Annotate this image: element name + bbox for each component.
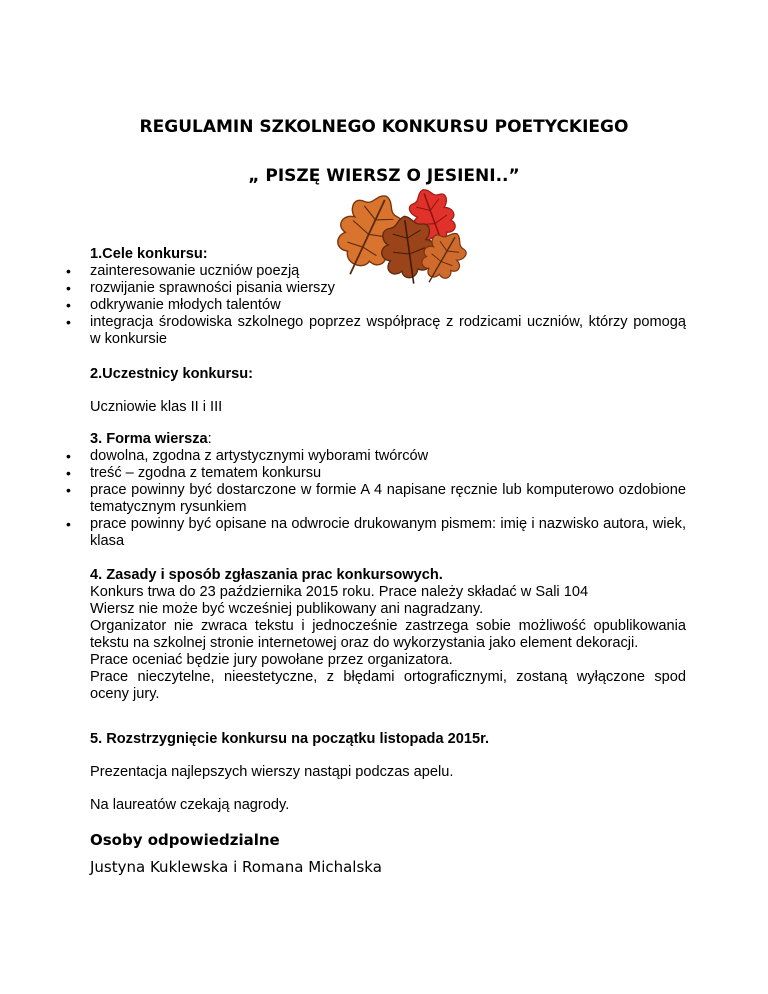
rules-line: Konkurs trwa do 23 października 2015 roku. Prace należy składać w Sali 104 <box>90 584 589 600</box>
results-line: Prezentacja najlepszych wierszy nastąpi podczas apelu. <box>90 764 454 780</box>
responsible-persons-names: Justyna Kuklewska i Romana Michalska <box>90 858 382 876</box>
rules-line: Wiersz nie może być wcześniej publikowany ani nagradzany. <box>90 601 484 617</box>
list-item: • rozwijanie sprawności pisania wierszy <box>90 280 686 297</box>
list-item: • zainteresowanie uczniów poezją <box>90 263 686 280</box>
section-rules <box>90 567 686 703</box>
heading-colon: : <box>207 431 212 447</box>
list-item: • treść – zgodna z tematem konkursu <box>90 465 686 482</box>
section-participants <box>90 366 686 383</box>
list-item: • dowolna, zgodna z artystycznymi wyborami twórców <box>90 448 686 465</box>
section-participants-heading: 2.Uczestnicy konkursu: <box>90 366 254 382</box>
responsible-persons-heading: Osoby odpowiedzialne <box>90 831 280 849</box>
section-results-heading: 5. Rozstrzygnięcie konkursu na początku listopada 2015r. <box>90 731 490 747</box>
participants-text: Uczniowie klas II i III <box>90 399 223 415</box>
section-goals <box>90 246 686 348</box>
section-form-heading: 3. Forma wiersza <box>90 431 208 447</box>
list-item: • prace powinny być opisane na odwrocie drukowanym pismem: imię i nazwisko autora, wiek, klasa <box>90 516 686 550</box>
list-item: • integracja środowiska szkolnego poprzez współpracę z rodzicami uczniów, którzy pomogą w konkursie <box>90 314 686 348</box>
rules-line: Prace nieczytelne, nieestetyczne, z błędami ortograficznymi, zostaną wyłączone spod oceny jury. <box>90 669 686 702</box>
rules-line: Organizator nie zwraca tekstu i jednocześnie zastrzega sobie możliwość opublikowania tekstu na szkolnej stronie internetowej oraz do wykorzystania jako element dekoracji. <box>90 618 686 651</box>
document-title: REGULAMIN SZKOLNEGO KONKURSU POETYCKIEGO <box>139 117 629 137</box>
list-item: • prace powinny być dostarczone w formie A 4 napisane ręcznie lub komputerowo ozdobione tematycznym rysunkiem <box>90 482 686 516</box>
rules-line: Prace oceniać będzie jury powołane przez organizatora. <box>90 652 453 668</box>
document-subtitle: „ PISZĘ WIERSZ O JESIENI..” <box>248 166 520 186</box>
section-rules-heading: 4. Zasady i sposób zgłaszania prac konkursowych. <box>90 567 443 583</box>
results-line: Na laureatów czekają nagrody. <box>90 797 290 813</box>
section-results <box>90 731 686 748</box>
list-item: • odkrywanie młodych talentów <box>90 297 686 314</box>
section-goals-heading: 1.Cele konkursu: <box>90 246 208 262</box>
section-form <box>90 431 686 550</box>
